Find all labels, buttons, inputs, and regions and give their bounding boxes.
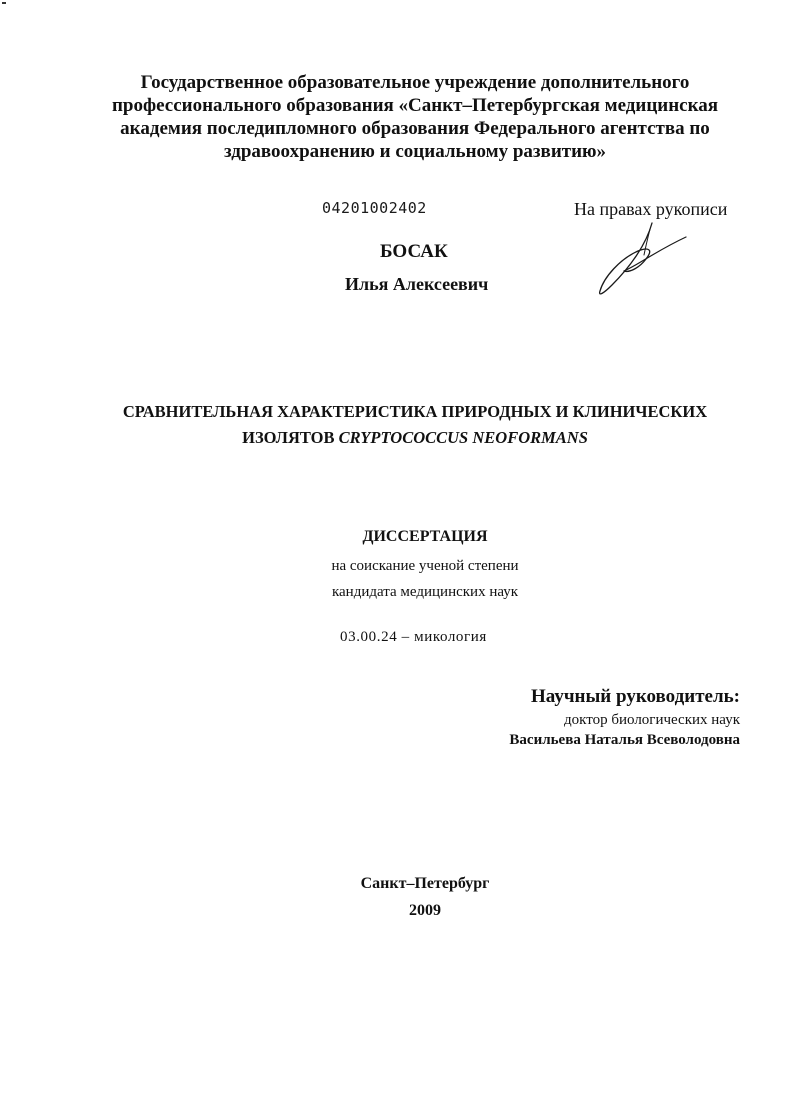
year: 2009	[409, 902, 441, 919]
manuscript-rights-note: На правах рукописи	[574, 199, 728, 219]
institution-header	[60, 71, 770, 163]
author-given-names: Илья Алексеевич	[345, 274, 489, 294]
city: Санкт–Петербург	[360, 875, 490, 892]
advisor-name: Васильева Наталья Всеволодовна	[509, 732, 740, 748]
scan-artifact	[2, 2, 6, 4]
advisor-heading: Научный руководитель:	[531, 686, 740, 707]
title-species: CRYPTOCOCCUS NEOFORMANS	[338, 428, 588, 447]
advisor-degree: доктор биологических наук	[564, 712, 740, 728]
author-surname: БОСАК	[380, 241, 448, 262]
author-signature	[590, 215, 695, 305]
institution-line: академия последипломного образования Федерального агентства по	[120, 118, 710, 139]
dissertation-title-line-1: СРАВНИТЕЛЬНАЯ ХАРАКТЕРИСТИКА ПРИРОДНЫХ И КЛИНИЧЕСКИХ	[122, 402, 708, 421]
dissertation-title-line-2	[40, 428, 790, 448]
archive-number-stamp: 04201002402	[322, 199, 427, 217]
degree-line-2: кандидата медицинских наук	[331, 584, 519, 600]
institution-line: профессионального образования «Санкт–Петербургская медицинская	[111, 95, 719, 116]
document-type: ДИССЕРТАЦИЯ	[362, 528, 488, 545]
institution-line: Государственное образовательное учреждение дополнительного	[140, 72, 690, 93]
title-prefix: ИЗОЛЯТОВ	[242, 428, 335, 447]
degree-line-1: на соискание ученой степени	[331, 558, 519, 574]
specialty-code: 03.00.24 – микология	[340, 629, 487, 645]
institution-line: здравоохранению и социальному развитию»	[223, 141, 607, 162]
